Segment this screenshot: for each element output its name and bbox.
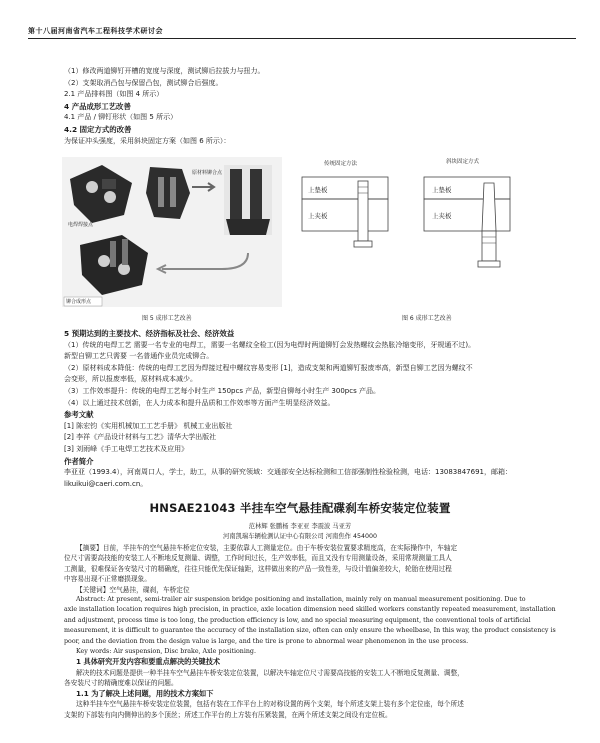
abs-block-line: axle installation location requires high precision, in practice, axle location dimension need skilled workers constantly repeated measurement, installation xyxy=(64,606,556,614)
mid-block-line: 新型自铆工艺只需要 一名普通作业员完成铆合。 xyxy=(64,352,214,361)
label-original-rivet: 原材料铆合点 xyxy=(192,170,223,176)
top-block-line: 4.2 固定方式的改善 xyxy=(64,124,132,134)
drawing-right-lower: 上夹板 xyxy=(432,212,452,220)
figure-6-caption: 图 6 成形工艺改善 xyxy=(402,315,452,322)
abs-block-line: 1.1 为了解决上述问题，用的技术方案如下 xyxy=(76,688,214,698)
mid-block-line: 参考文献 xyxy=(64,410,94,420)
top-block-line: （2）支架取消凸包与保留凸包，测试铆合后强度。 xyxy=(64,78,223,87)
abs-block-line: Key words: Air suspension, Disc brake, Axle positioning. xyxy=(76,648,256,656)
mid-block-line: [1] 陈宏钧《实用机械加工工艺手册》 机械工业出版社 xyxy=(64,421,233,430)
top-block-line: （1）修改两道铆钉开槽的宽度与深度，测试铆后拉拔力与扭力。 xyxy=(64,67,265,75)
mid-block-line: （4）以上通过技术创新，在人力成本和提升品质和工作效率等方面产生明显经济效益。 xyxy=(64,398,335,407)
figure-6-drawing xyxy=(298,157,538,307)
mid-block-line: 5 预期达到的主要技术、经济指标及社会、经济效益 xyxy=(64,329,235,338)
mid-block-line: [2] 李祥《产品设计材料与工艺》清华大学出版社 xyxy=(64,433,217,442)
running-header: 第十八届河南省汽车工程科技学术研讨会 xyxy=(28,26,576,39)
paper-title: HNSAE21043 半挂车空气悬挂配碟刹车桥安装定位装置 xyxy=(149,501,451,515)
mid-block-line: likuikui@caeri.com.cn。 xyxy=(64,479,148,488)
mid-block-line: 李亚亚（1993.4），河南周口人，学士，助工，从事的研究领域：交通部安全达标检测和工信部强制性检验检测，电话：13083847691，邮箱： xyxy=(64,468,512,477)
mid-block-line: [3] 刘雨峰《手工电焊工艺技术及应用》 xyxy=(64,444,189,453)
drawing-left-title: 传统固定方法 xyxy=(324,161,358,167)
abs-block-line: 位尺寸需要高技能的安装工人不断地反复测量、调整，工作时间过长，生产效率低，而且又没有专用测量设备，采用常规测量工具人 xyxy=(64,554,452,563)
abs-block-line: 支架的下部装有向内侧伸出的多个顶丝；所述工作平台的上方装有压紧装置，在两个所述支架之间设有定位板。 xyxy=(64,710,392,719)
mid-block-line: 作者简介 xyxy=(64,456,94,466)
drawing-right-title: 斜块固定方式 xyxy=(446,159,480,165)
abs-block-line: 中容易出现不正常磨损现象。 xyxy=(64,575,151,584)
affiliation: 河南凯瑞车辆检测认证中心有限公司 河南焦作 454000 xyxy=(223,533,377,540)
drawing-right-upper: 上垫板 xyxy=(432,186,452,194)
abs-block-line: 【摘要】目前，半挂车的空气悬挂车桥定位安装，主要依靠人工测量定位。由于车桥安装位置要求精度高，在实际操作中，车轴定 xyxy=(76,544,458,552)
abs-block-line: 这种半挂车空气悬挂车桥安装定位装置，包括有装在工作平台上的对称设置的两个支架，每个所述支架上装有多个定位座，每个所述 xyxy=(76,700,464,709)
mid-block-line: （3）工作效率提升：传统的电焊工艺每小时生产 150pcs 产品，新型自铆每小时生产 300pcs 产品。 xyxy=(64,386,380,395)
figure-5-caption: 图 5 成形工艺改善 xyxy=(142,315,192,322)
abs-block-line: 解决的技术问题是提供一种半挂车空气悬挂车桥安装定位装置，以解决车轴定位尺寸需要高技能的安装工人不断地反复测量、调整， xyxy=(76,668,464,677)
label-rivet-forming: 铆合成形点 xyxy=(66,299,92,305)
abs-block-line: 1 具体研究开发内容和要重点解决的关键技术 xyxy=(76,657,221,667)
drawing-left-upper: 上垫板 xyxy=(308,186,328,194)
top-block-line: 为保证冲头强度，采用斜块固定方案（如图 6 所示）： xyxy=(64,136,231,145)
abs-block-line: Abstract: At present, semi-trailer air suspension bridge positioning and installation, mainly rely on manual measurement positioning. Due to xyxy=(76,596,526,604)
rivet-part-photo xyxy=(62,157,282,307)
authors: 范林辉 张鹏杨 李亚亚 李震波 马亚芳 xyxy=(248,523,352,530)
paper-authors-block xyxy=(0,522,600,542)
figure-area xyxy=(62,157,540,325)
label-electric-welding: 电焊焊接点 xyxy=(68,222,94,228)
figure-5-photo xyxy=(62,157,282,307)
abstract-block xyxy=(64,543,560,720)
fixture-diagram xyxy=(298,157,538,307)
drawing-left-lower: 上夹板 xyxy=(308,212,328,220)
mid-block-line: （2）原材料成本降低：传统的电焊工艺因为焊接过程中螺纹容易变形 [1]，造成支架和两道铆钉报废率高，新型自铆工艺因为螺纹不 xyxy=(64,363,473,372)
top-block-line: 4 产品成形工艺改善 xyxy=(64,101,131,111)
top-text-block xyxy=(64,66,564,147)
abs-block-line: 工测量，很难保证各安装尺寸的精确度，往往只能优先保证轴距，这样做出来的产品一致性差，与设计值偏差较大，轮胎在使用过程 xyxy=(64,564,452,573)
abs-block-line: poor, and the deviation from the design value is large, and the tire is prone to abnormal wear phenomenon in the use process. xyxy=(64,637,469,645)
abs-block-line: 【关键词】空气悬挂，碟刹，车桥定位 xyxy=(76,585,190,594)
abs-block-line: 各安装尺寸的精确度难以保证的问题。 xyxy=(64,679,178,688)
middle-text-block xyxy=(64,328,564,490)
mid-block-line: （1）传统的电焊工艺 需要一名专业的电焊工，需要一名螺纹全检工(因为电焊时两道铆钉会发热螺纹会热胀冷缩变形，牙规通不过)。 xyxy=(64,340,476,349)
top-block-line: 4.1 产品 / 铆钉形状（如图 5 所示） xyxy=(64,113,178,122)
abs-block-line: measurement, it is difficult to guarantee the accuracy of the installation size, often can only ensure the wheelbase, In this way, the product consistency is xyxy=(64,627,556,635)
mid-block-line: 会变形，所以报废率低，原材料成本减少。 xyxy=(64,375,197,384)
abs-block-line: and adjustment, process time is too long, the production efficiency is low, and no special measuring equipment, the conventional tools of artificial xyxy=(64,616,531,624)
top-block-line: 2.1 产品排料图（如图 4 所示） xyxy=(64,90,164,99)
